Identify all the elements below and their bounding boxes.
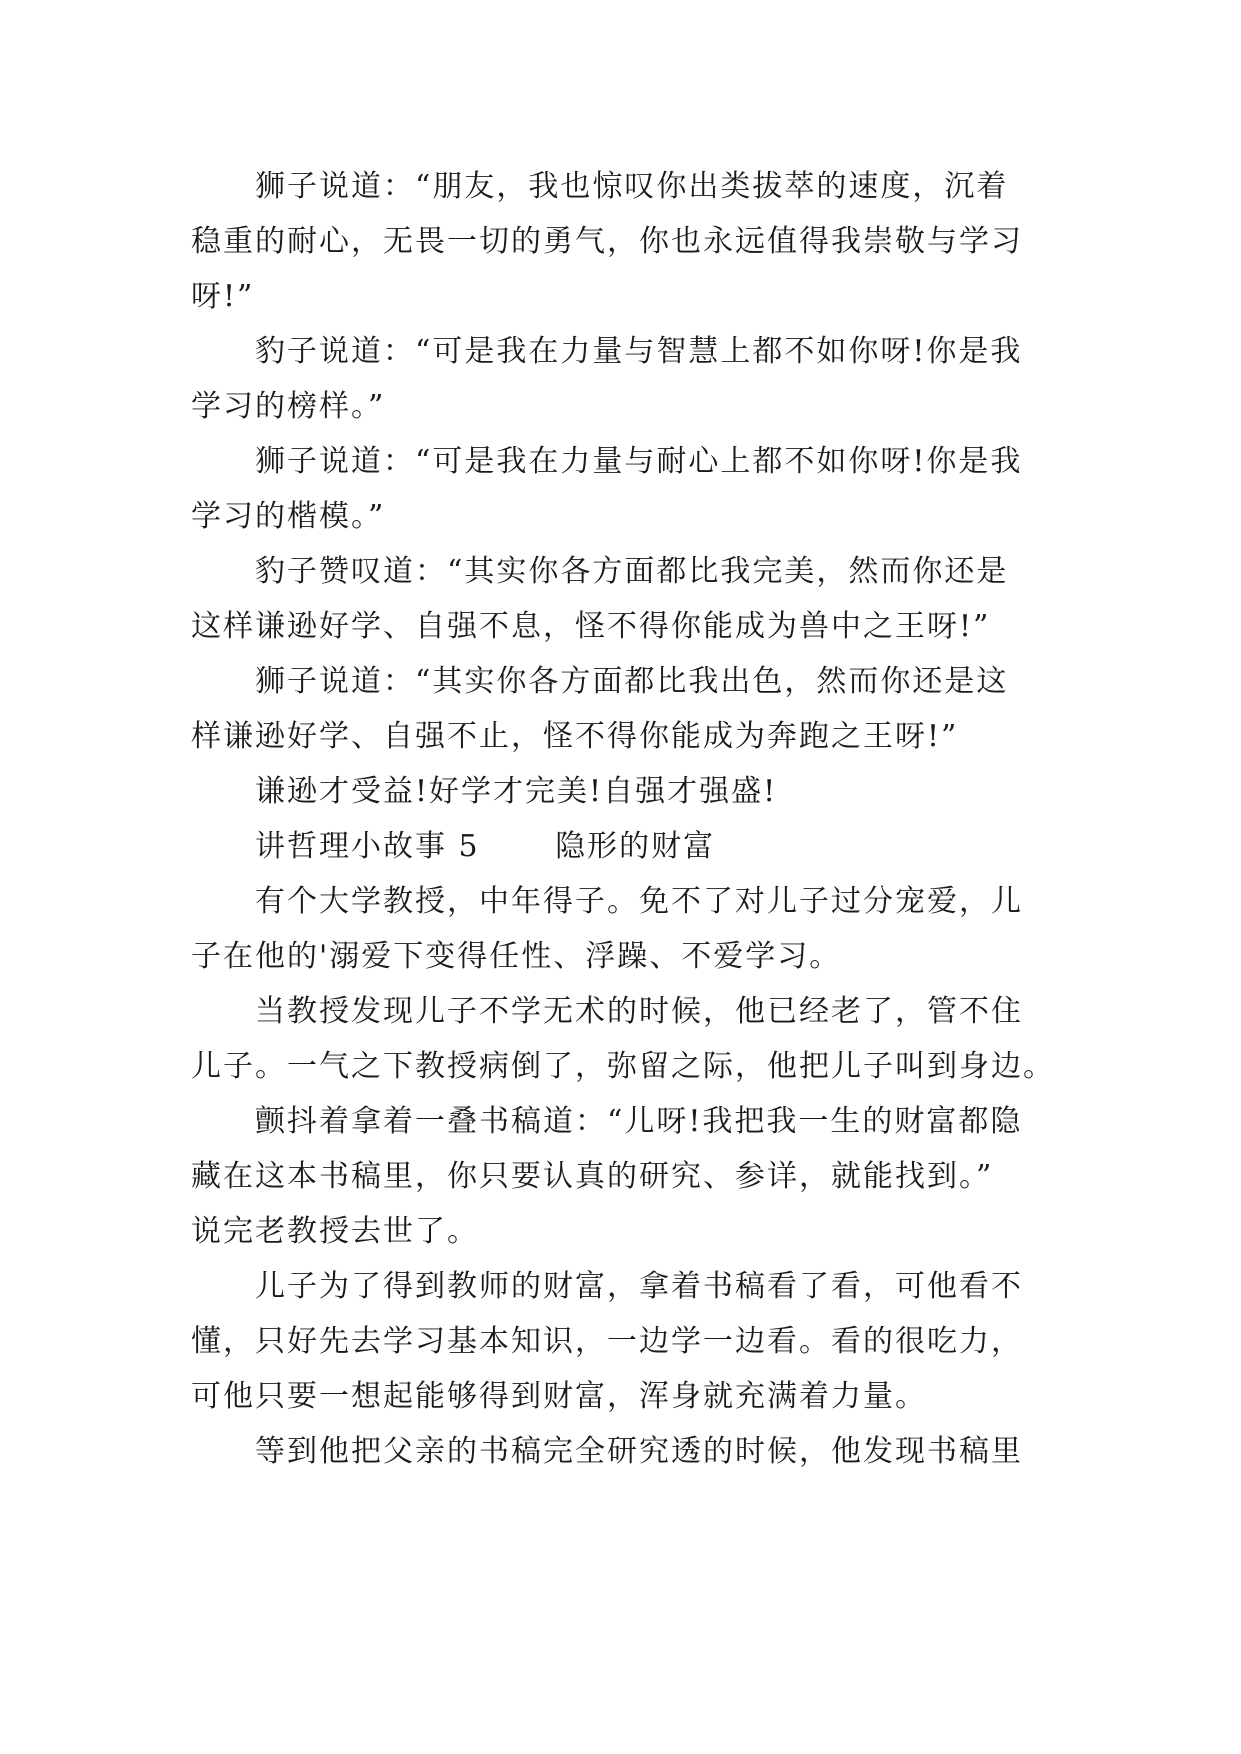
- section-heading: 讲哲理小故事 5 隐形的财富: [255, 829, 716, 864]
- text-line: 稳重的耐心，无畏一切的勇气，你也永远值得我崇敬与学习: [191, 224, 1023, 259]
- text-line: 子在他的'溺爱下变得任性、浮躁、不爱学习。: [191, 939, 842, 974]
- text-line: 懂，只好先去学习基本知识，一边学一边看。看的很吃力，: [191, 1324, 1023, 1359]
- text-line: 藏在这本书稿里，你只要认真的研究、参详，就能找到。”: [191, 1159, 994, 1194]
- text-line: 儿子为了得到教师的财富，拿着书稿看了看，可他看不: [255, 1269, 1023, 1304]
- text-line: 狮子说道：“朋友，我也惊叹你出类拔萃的速度，沉着: [255, 169, 1009, 204]
- text-line: 学习的榜样。”: [191, 389, 386, 424]
- text-line: 有个大学教授，中年得子。免不了对儿子过分宠爱，儿: [255, 884, 1023, 919]
- text-line: 豹子赞叹道：“其实你各方面都比我完美，然而你还是: [255, 554, 1009, 589]
- text-line: 狮子说道：“其实你各方面都比我出色，然而你还是这: [255, 664, 1009, 699]
- text-line: 样谦逊好学、自强不止，怪不得你能成为奔跑之王呀!”: [191, 719, 959, 754]
- text-line: 呀!”: [191, 279, 255, 314]
- text-line: 可他只要一想起能够得到财富，浑身就充满着力量。: [191, 1379, 927, 1414]
- text-line: 颤抖着拿着一叠书稿道：“儿呀!我把我一生的财富都隐: [255, 1104, 1023, 1139]
- text-line: 学习的楷模。”: [191, 499, 386, 534]
- text-line: 谦逊才受益!好学才完美!自强才强盛!: [255, 774, 778, 809]
- text-line: 等到他把父亲的书稿完全研究透的时候，他发现书稿里: [255, 1434, 1023, 1469]
- text-line: 豹子说道：“可是我在力量与智慧上都不如你呀!你是我: [255, 334, 1023, 369]
- text-line: 这样谦逊好学、自强不息，怪不得你能成为兽中之王呀!”: [191, 609, 991, 644]
- text-line: 说完老教授去世了。: [191, 1214, 479, 1249]
- text-line: 狮子说道：“可是我在力量与耐心上都不如你呀!你是我: [255, 444, 1023, 479]
- text-line: 当教授发现儿子不学无术的时候，他已经老了，管不住: [255, 994, 1023, 1029]
- text-line: 儿子。一气之下教授病倒了，弥留之际，他把儿子叫到身边。: [191, 1049, 1055, 1084]
